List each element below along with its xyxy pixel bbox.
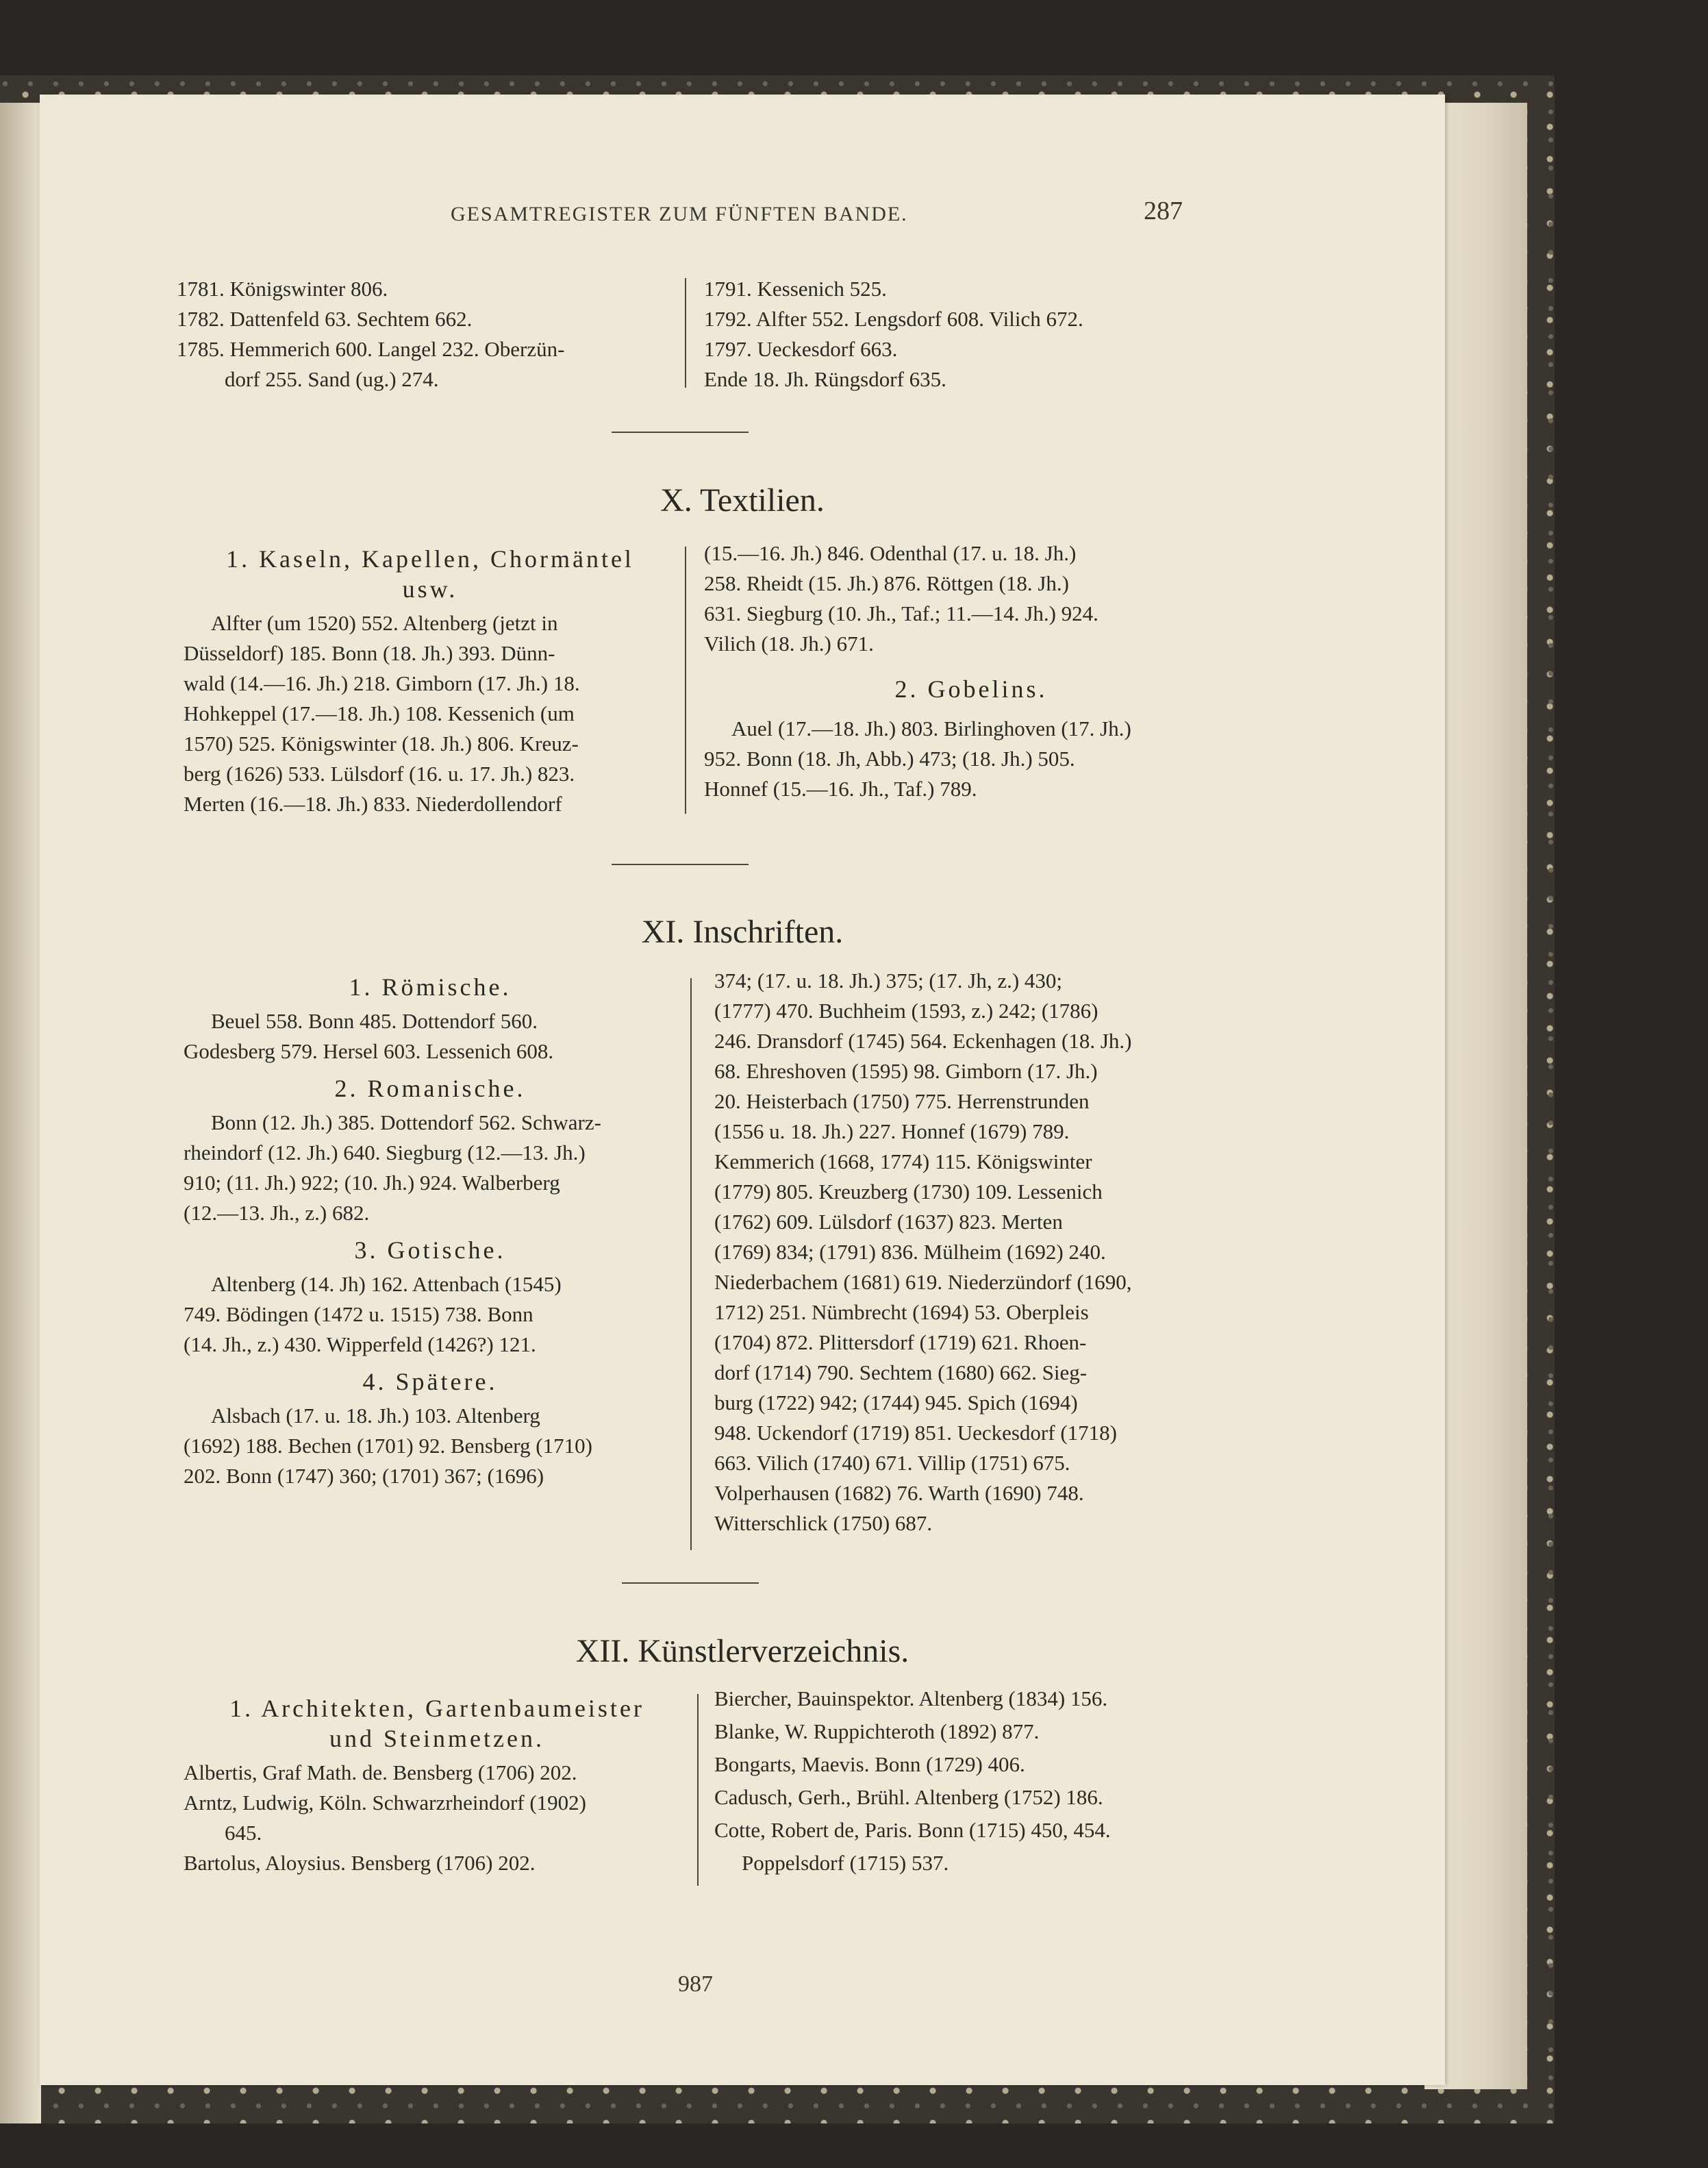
- entry-line: 663. Vilich (1740) 671. Villip (1751) 675.: [714, 1451, 1070, 1475]
- textilien-left-column: [184, 540, 677, 819]
- section-title-kuenstlerverzeichnis: XII. Künstlerverzeichnis.: [575, 1633, 909, 1669]
- entry-line: Volperhausen (1682) 76. Warth (1690) 748.: [714, 1481, 1084, 1505]
- subsection-heading: 1. Kaseln, Kapellen, Chormäntel: [226, 545, 634, 573]
- section-divider: [622, 1582, 759, 1584]
- entry-line: 374; (17. u. 18. Jh.) 375; (17. Jh, z.) 430;: [714, 969, 1063, 993]
- column-rule: [685, 278, 686, 388]
- entry-line: Godesberg 579. Hersel 603. Lessenich 608.: [184, 1039, 554, 1063]
- entry-line: (1769) 834; (1791) 836. Mülheim (1692) 240.: [714, 1240, 1106, 1264]
- entry-line: Blanke, W. Ruppichteroth (1892) 877.: [714, 1719, 1040, 1743]
- entry-line: Ende 18. Jh. Rüngsdorf 635.: [704, 367, 946, 391]
- entry-line: (1692) 188. Bechen (1701) 92. Bensberg (1710): [184, 1434, 592, 1458]
- kuenstler-right-column: [714, 1682, 1248, 1880]
- running-title: GESAMTREGISTER ZUM FÜNFTEN BANDE.: [451, 203, 908, 225]
- entry-line: Beuel 558. Bonn 485. Dottendorf 560.: [211, 1009, 538, 1033]
- entry-line: 631. Siegburg (10. Jh., Taf.; 11.—14. Jh.) 924.: [704, 601, 1098, 625]
- entry-line: 749. Bödingen (1472 u. 1515) 738. Bonn: [184, 1302, 533, 1326]
- entry-line: Cadusch, Gerh., Brühl. Altenberg (1752) 186.: [714, 1785, 1103, 1809]
- entry-line: (14. Jh., z.) 430. Wipperfeld (1426?) 121.: [184, 1332, 536, 1356]
- subsection-heading: 2. Romanische.: [334, 1075, 526, 1102]
- entry-line: (1762) 609. Lülsdorf (1637) 823. Merten: [714, 1210, 1063, 1234]
- entry-line: berg (1626) 533. Lülsdorf (16. u. 17. Jh.) 823.: [184, 762, 575, 786]
- entry-line: 1797. Ueckesdorf 663.: [704, 337, 898, 361]
- section-title-textilien: X. Textilien.: [660, 482, 825, 519]
- entry-line: rheindorf (12. Jh.) 640. Siegburg (12.—13. Jh.): [184, 1141, 586, 1164]
- entry-line: Vilich (18. Jh.) 671.: [704, 632, 874, 656]
- entry-line: Honnef (15.—16. Jh., Taf.) 789.: [704, 777, 977, 801]
- entry-line: dorf (1714) 790. Sechtem (1680) 662. Sieg-: [714, 1360, 1088, 1384]
- entry-line: Kemmerich (1668, 1774) 115. Königswinter: [714, 1149, 1092, 1173]
- top-right-column: [704, 274, 1238, 395]
- entry-line: 645.: [225, 1821, 262, 1845]
- entry-line: 1792. Alfter 552. Lengsdorf 608. Vilich 672.: [704, 307, 1083, 331]
- entry-line: Bongarts, Maevis. Bonn (1729) 406.: [714, 1752, 1025, 1776]
- entry-line: 952. Bonn (18. Jh, Abb.) 473; (18. Jh.) 505.: [704, 747, 1075, 771]
- entry-line: Witterschlick (1750) 687.: [714, 1511, 933, 1535]
- kuenstler-left-column: [184, 1689, 690, 1878]
- entry-line: 910; (11. Jh.) 922; (10. Jh.) 924. Walberberg: [184, 1171, 560, 1195]
- entry-line: Arntz, Ludwig, Köln. Schwarzrheindorf (1902): [184, 1791, 586, 1815]
- entry-line: (1777) 470. Buchheim (1593, z.) 242; (1786): [714, 999, 1098, 1023]
- entry-line: 258. Rheidt (15. Jh.) 876. Röttgen (18. Jh.): [704, 571, 1069, 595]
- entry-line: 1570) 525. Königswinter (18. Jh.) 806. Kreuz-: [184, 732, 579, 756]
- entry-line: Niederbachem (1681) 619. Niederzündorf (1690,: [714, 1270, 1132, 1294]
- section-title-inschriften: XI. Inschriften.: [641, 914, 844, 950]
- entry-line: burg (1722) 942; (1744) 945. Spich (1694): [714, 1391, 1078, 1415]
- subsection-heading: 3. Gotische.: [354, 1236, 506, 1264]
- entry-line: 246. Dransdorf (1745) 564. Eckenhagen (18. Jh.): [714, 1029, 1132, 1053]
- entry-line: 948. Uckendorf (1719) 851. Ueckesdorf (1718): [714, 1421, 1117, 1445]
- entry-line: Altenberg (14. Jh) 162. Attenbach (1545): [211, 1272, 562, 1296]
- entry-line: Alfter (um 1520) 552. Altenberg (jetzt in: [211, 611, 558, 635]
- entry-line: Biercher, Bauinspektor. Altenberg (1834) 156.: [714, 1686, 1108, 1710]
- subsection-heading: 2. Gobelins.: [894, 675, 1048, 703]
- section-divider: [612, 864, 749, 865]
- entry-line: (12.—13. Jh., z.) 682.: [184, 1201, 370, 1225]
- subsection-heading: usw.: [402, 575, 458, 603]
- entry-line: Merten (16.—18. Jh.) 833. Niederdollendorf: [184, 792, 562, 816]
- entry-line: Hohkeppel (17.—18. Jh.) 108. Kessenich (um: [184, 701, 575, 725]
- entry-line: 1791. Kessenich 525.: [704, 277, 887, 301]
- entry-line: dorf 255. Sand (ug.) 274.: [225, 367, 439, 391]
- subsection-heading: 1. Römische.: [349, 973, 512, 1001]
- entry-line: 1781. Königswinter 806.: [177, 277, 388, 301]
- inschriften-right-column: [714, 966, 1242, 1538]
- entry-line: 1782. Dattenfeld 63. Sechtem 662.: [177, 307, 473, 331]
- entry-line: (1556 u. 18. Jh.) 227. Honnef (1679) 789.: [714, 1119, 1070, 1143]
- entry-line: Düsseldorf) 185. Bonn (18. Jh.) 393. Dünn-: [184, 641, 555, 665]
- printer-signature: 987: [678, 1971, 713, 1997]
- entry-line: Alsbach (17. u. 18. Jh.) 103. Altenberg: [211, 1404, 540, 1428]
- textilien-right-column: [704, 538, 1238, 804]
- entry-line: Cotte, Robert de, Paris. Bonn (1715) 450, 454.: [714, 1818, 1111, 1842]
- entry-line: Bartolus, Aloysius. Bensberg (1706) 202.: [184, 1851, 536, 1875]
- book-page: [40, 95, 1445, 2085]
- entry-line: Poppelsdorf (1715) 537.: [742, 1851, 949, 1875]
- entry-line: (1779) 805. Kreuzberg (1730) 109. Lessenich: [714, 1180, 1103, 1204]
- top-left-column: [177, 274, 704, 395]
- column-rule: [685, 547, 686, 814]
- entry-line: Albertis, Graf Math. de. Bensberg (1706) 202.: [184, 1760, 577, 1784]
- page-number: 287: [1144, 197, 1183, 225]
- entry-line: 1712) 251. Nümbrecht (1694) 53. Oberpleis: [714, 1300, 1089, 1324]
- entry-line: Bonn (12. Jh.) 385. Dottendorf 562. Schwarz-: [211, 1110, 601, 1134]
- entry-line: 68. Ehreshoven (1595) 98. Gimborn (17. Jh.): [714, 1059, 1098, 1083]
- subsection-heading: 1. Architekten, Gartenbaumeister: [229, 1695, 644, 1722]
- entry-line: Auel (17.—18. Jh.) 803. Birlinghoven (17. Jh.): [731, 717, 1131, 740]
- section-divider: [612, 432, 749, 433]
- entry-line: wald (14.—16. Jh.) 218. Gimborn (17. Jh.) 18.: [184, 671, 580, 695]
- subsection-heading: 4. Spätere.: [362, 1368, 498, 1395]
- column-rule: [690, 978, 692, 1550]
- previous-page-edge: [0, 103, 41, 2123]
- column-rule: [697, 1694, 699, 1886]
- subsection-heading: und Steinmetzen.: [329, 1725, 544, 1752]
- entry-line: (1704) 872. Plittersdorf (1719) 621. Rhoen-: [714, 1330, 1087, 1354]
- entry-line: (15.—16. Jh.) 846. Odenthal (17. u. 18. Jh.): [704, 541, 1077, 565]
- entry-line: 202. Bonn (1747) 360; (1701) 367; (1696): [184, 1464, 544, 1488]
- entry-line: 20. Heisterbach (1750) 775. Herrenstrunden: [714, 1089, 1090, 1113]
- entry-line: 1785. Hemmerich 600. Langel 232. Oberzün-: [177, 337, 565, 361]
- inschriften-left-column: [184, 968, 677, 1491]
